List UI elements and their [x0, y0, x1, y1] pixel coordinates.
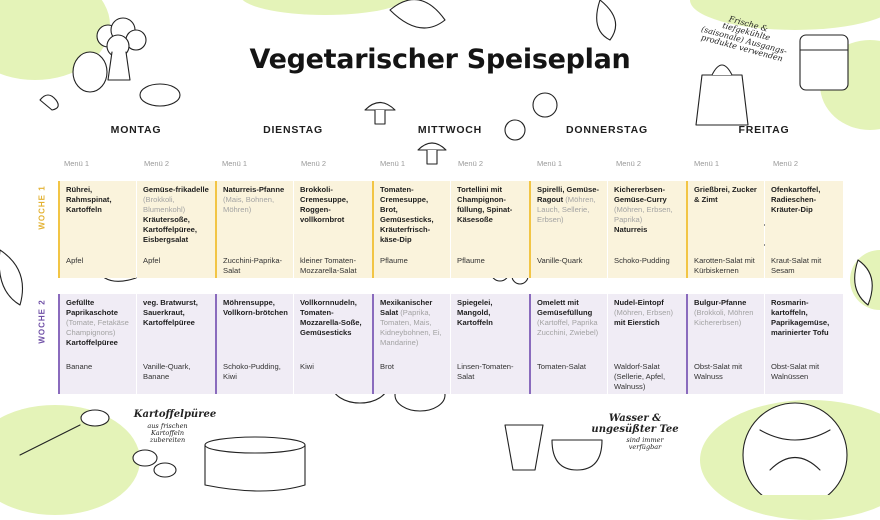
- meal-cell: [372, 294, 450, 394]
- menu-label: Menü 1: [694, 159, 720, 168]
- meal-extra: Naturreis: [614, 225, 648, 235]
- meal-cell: [294, 294, 372, 394]
- meal-ingredients: (Möhren, Erbsen, Paprika): [614, 205, 673, 225]
- meal-title: Tomaten-Cremesuppe, Brot, Gemüsesticks, Kräuterfrisch-käse-Dip: [380, 185, 434, 245]
- note-frozen: Frische & tiefgekühlte (saisonale) Ausgangs-produkte verwenden: [700, 14, 788, 64]
- day-header-monday: MONTAG: [110, 124, 162, 136]
- week-1-label: WOCHE 1: [37, 185, 47, 230]
- day-header-thursday: DONNERSTAG: [566, 124, 648, 136]
- meal-main: [694, 298, 759, 328]
- meal-title: Rosmarin-kartoffeln, Paprikagemüse, marinierter Tofu: [771, 298, 830, 338]
- meal-side: kleiner Tomaten-Mozzarella-Salat: [300, 256, 357, 276]
- menu-label: Menü 2: [773, 159, 799, 168]
- meal-side: Apfel: [143, 256, 161, 265]
- meal-title: Gemüse-frikadelle: [143, 185, 209, 194]
- day-header-wednesday: MITTWOCH: [417, 124, 483, 136]
- menu-label: Menü 2: [458, 159, 484, 168]
- meal-side: Pflaume: [380, 256, 408, 265]
- day-header-tuesday: DIENSTAG: [263, 124, 323, 136]
- meal-title: Möhrensuppe, Vollkorn-brötchen: [223, 298, 288, 318]
- meal-main: [300, 298, 367, 338]
- meal-title: Mexikanischer Salat: [380, 298, 433, 318]
- meal-side: Linsen-Tomaten-Salat: [457, 362, 514, 382]
- meal-title: veg. Bratwurst, Sauerkraut, Kartoffelpüree: [143, 298, 198, 328]
- meal-side: Obst-Salat mit Walnuss: [694, 362, 743, 382]
- meal-ingredients: (Brokkoli, Möhren Kichererbsen): [694, 308, 754, 328]
- meal-title: Brokkoli-Cremesuppe, Roggen-vollkornbrot: [300, 185, 349, 225]
- note-puree-detail: aus frischen Kartoffeln zubereiten: [147, 422, 188, 444]
- note-puree-title: Kartoffelpüree: [133, 409, 217, 420]
- meal-title: Grießbrei, Zucker & Zimt: [694, 185, 757, 205]
- meal-cell: [215, 181, 293, 278]
- meal-side: Schoko-Pudding, Kiwi: [223, 362, 281, 382]
- meal-title: Nudel-Eintopf: [614, 298, 664, 307]
- meal-main: [300, 185, 367, 225]
- meal-cell: [215, 294, 293, 394]
- menu-label: Menü 2: [144, 159, 170, 168]
- meal-side: Tomaten-Salat: [537, 362, 586, 371]
- meal-title: Spiegelei, Mangold, Kartoffeln: [457, 298, 493, 328]
- meal-main: [223, 185, 288, 215]
- meal-title: Rührei, Rahmspinat, Kartoffeln: [66, 185, 112, 215]
- meal-ingredients: (Paprika, Tomaten, Mais, Kidneybohnen, Ei, Mandarine): [380, 308, 442, 348]
- menu-label: Menü 1: [64, 159, 90, 168]
- meal-side: Kiwi: [300, 362, 314, 371]
- meal-side: Brot: [380, 362, 394, 371]
- meal-main: [614, 298, 681, 328]
- meal-cell: [294, 181, 372, 278]
- meal-cell: [58, 294, 136, 394]
- meal-main: [537, 298, 602, 338]
- meal-main: [457, 185, 524, 225]
- meal-title: Naturreis-Pfanne: [223, 185, 285, 194]
- menu-label: Menü 1: [380, 159, 406, 168]
- menu-label: Menü 2: [301, 159, 327, 168]
- meal-extra: Kartoffelpüree: [66, 338, 118, 348]
- meal-side: Apfel: [66, 256, 84, 265]
- meal-cell: [529, 294, 607, 394]
- meal-title: Kichererbsen-Gemüse-Curry: [614, 185, 667, 205]
- meal-main: [223, 298, 288, 318]
- meal-side: Schoko-Pudding: [614, 256, 670, 265]
- menu-label: Menü 1: [537, 159, 563, 168]
- meal-ingredients: (Möhren, Lauch, Sellerie, Erbsen): [537, 195, 596, 225]
- meal-side: Obst-Salat mit Walnüssen: [771, 362, 820, 382]
- meal-side: Waldorf-Salat (Sellerie, Apfel, Walnuss): [614, 362, 666, 392]
- meal-ingredients: (Kartoffel, Paprika Zucchini, Zwiebel): [537, 318, 599, 338]
- week-2-label: WOCHE 2: [37, 299, 47, 344]
- meal-title: Spirelli, Gemüse-Ragout: [537, 185, 600, 205]
- meal-side: Zucchini-Paprika-Salat: [223, 256, 283, 276]
- menu-label: Menü 2: [616, 159, 642, 168]
- meal-side: Pflaume: [457, 256, 485, 265]
- meal-ingredients: (Brokkoli, Blumenkohl): [143, 195, 186, 215]
- meal-main: [143, 185, 210, 246]
- menu-label: Menü 1: [222, 159, 248, 168]
- meal-main: [66, 298, 131, 348]
- meal-title: Omelett mit Gemüsefüllung: [537, 298, 593, 318]
- meal-cell: [686, 181, 764, 278]
- meal-cell: [608, 294, 686, 394]
- meal-side: Banane: [66, 362, 93, 371]
- meal-ingredients: (Mais, Bohnen, Möhren): [223, 195, 275, 215]
- meal-cell: [686, 294, 764, 394]
- meal-main: [66, 185, 131, 215]
- meal-main: [771, 185, 838, 215]
- meal-cell: [608, 181, 686, 278]
- meal-side: Karotten-Salat mit Kürbiskernen: [694, 256, 755, 276]
- meal-cell: [372, 181, 450, 278]
- meal-side: Kraut-Salat mit Sesam: [771, 256, 822, 276]
- meal-main: [771, 298, 838, 338]
- meal-cell: [529, 181, 607, 278]
- meal-main: [143, 298, 210, 328]
- meal-cell: [765, 294, 843, 394]
- meal-cell: [58, 181, 136, 278]
- meal-cell: [137, 181, 215, 278]
- day-header-friday: FREITAG: [738, 124, 790, 136]
- meal-cell: [765, 181, 843, 278]
- meal-main: [694, 185, 759, 205]
- meal-ingredients: (Tomate, Fetakäse Champignons): [66, 318, 129, 338]
- meal-ingredients: (Möhren, Erbsen): [614, 308, 674, 318]
- meal-extra: mit Eierstich: [614, 318, 660, 328]
- meal-side: Vanille-Quark, Banane: [143, 362, 191, 382]
- meal-title: Gefüllte Paprikaschote: [66, 298, 118, 318]
- meal-side: Vanille-Quark: [537, 256, 583, 265]
- meal-main: [380, 185, 445, 246]
- meal-title: Bulgur-Pfanne: [694, 298, 747, 307]
- meal-main: [380, 298, 445, 348]
- meal-main: [537, 185, 602, 225]
- meal-main: [457, 298, 524, 328]
- meal-title: Ofenkartoffel, Radieschen-Kräuter-Dip: [771, 185, 821, 215]
- meal-cell: [451, 181, 529, 278]
- meal-main: [614, 185, 681, 235]
- meal-cell: [451, 294, 529, 394]
- meal-cell: [137, 294, 215, 394]
- meal-title: Vollkornnudeln, Tomaten-Mozzarella-Soße, Gemüsesticks: [300, 298, 362, 338]
- note-water-title: Wasser & ungesüßter Tee: [591, 413, 679, 435]
- meal-title: Tortellini mit Champignon-füllung, Spinat-Käsesoße: [457, 185, 513, 225]
- note-water-detail: sind immer verfügbar: [626, 436, 664, 451]
- page-title: Vegetarischer Speiseplan: [249, 44, 631, 75]
- meal-extra: Kräutersoße, Kartoffelpüree, Eisbergsalat: [143, 215, 198, 245]
